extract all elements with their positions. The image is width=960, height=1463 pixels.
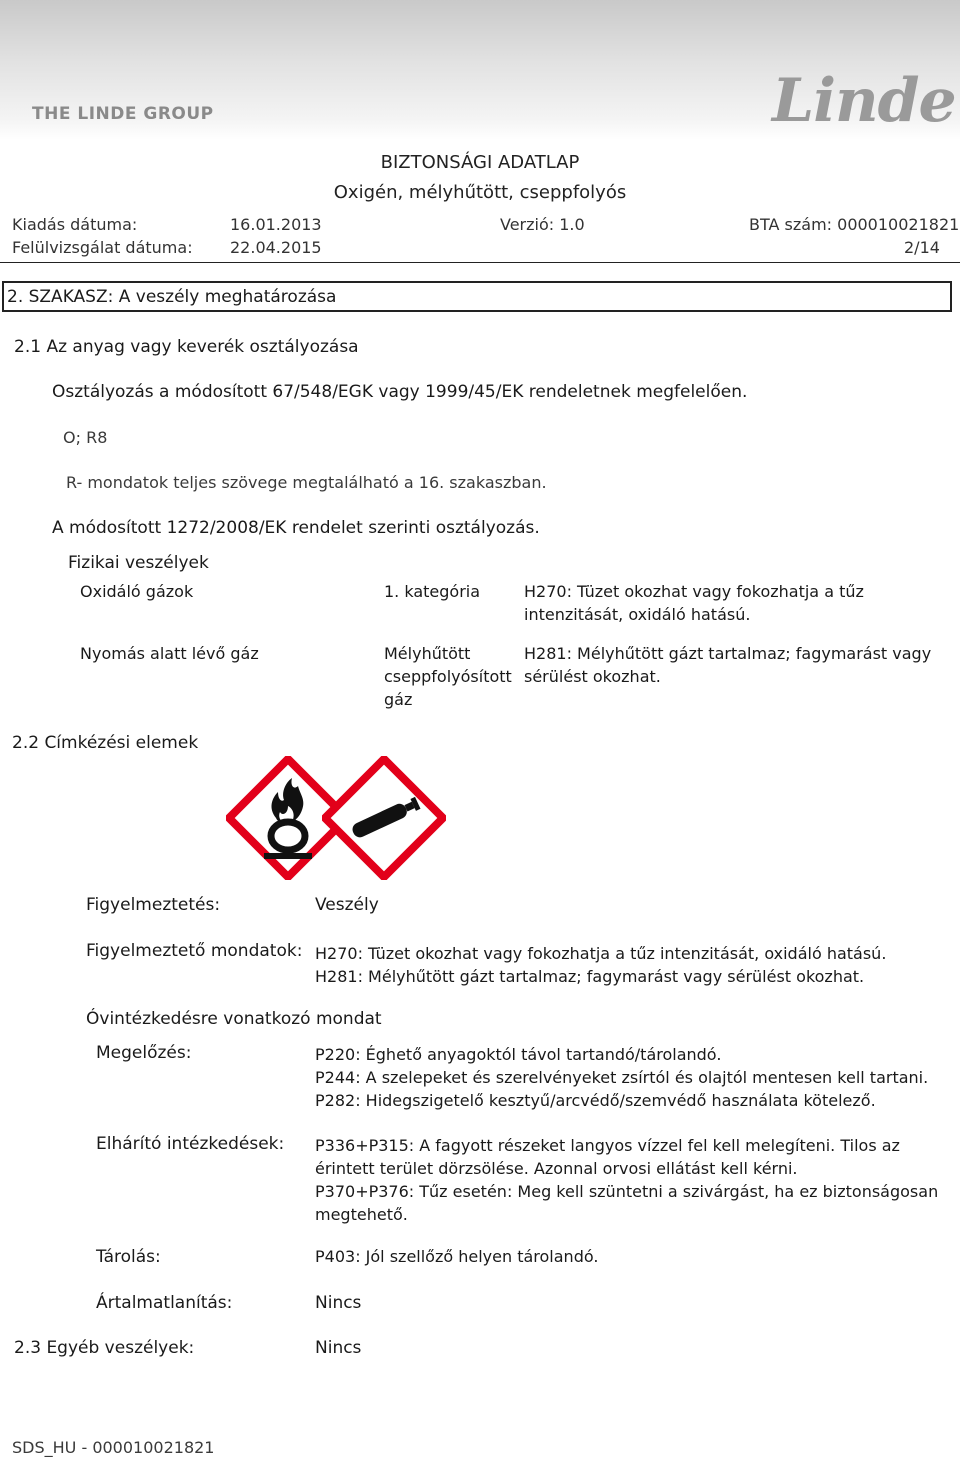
hazard-statement-line: intenzitását, oxidáló hatású. bbox=[524, 605, 751, 624]
hazard-statement-line: H270: Tüzet okozhat vagy fokozhatja a tűz bbox=[524, 582, 864, 601]
linde-logo: Linde bbox=[772, 66, 956, 136]
prevention-list bbox=[315, 1043, 928, 1112]
prevention-item: P244: A szelepeket és szerelvényeket zsírtól és olajtól mentesen kell tartani. bbox=[315, 1068, 929, 1087]
response-label: Elhárító intézkedések: bbox=[96, 1134, 285, 1154]
hazard-category-line: gáz bbox=[384, 690, 413, 709]
hazard-category-line: Mélyhűtött bbox=[384, 644, 471, 663]
linde-group-logo: THE LINDE GROUP bbox=[32, 104, 214, 124]
disposal-value: Nincs bbox=[315, 1293, 362, 1313]
hazard-statement-line: H281: Mélyhűtött gázt tartalmaz; fagymarást vagy bbox=[524, 644, 932, 663]
storage-value: P403: Jól szellőző helyen tárolandó. bbox=[315, 1247, 599, 1266]
hazard-category-line: cseppfolyósított bbox=[384, 667, 512, 686]
response-item: érintett terület dörzsölése. Azonnal orvosi ellátást kell kérni. bbox=[315, 1159, 798, 1178]
hazard-class-pressurised-gas: Nyomás alatt lévő gáz bbox=[80, 644, 259, 663]
review-date: 22.04.2015 bbox=[230, 238, 322, 257]
footer-sds-code: SDS_HU - 000010021821 bbox=[12, 1438, 215, 1457]
physical-hazards-heading: Fizikai veszélyek bbox=[68, 553, 209, 573]
subsection-2-1-title: 2.1 Az anyag vagy keverék osztályozása bbox=[14, 337, 359, 357]
prevention-label: Megelőzés: bbox=[96, 1043, 192, 1063]
storage-label: Tárolás: bbox=[96, 1247, 161, 1267]
signal-word: Veszély bbox=[315, 895, 379, 915]
hazard-statements-label: Figyelmeztető mondatok: bbox=[86, 941, 303, 961]
disposal-label: Ártalmatlanítás: bbox=[96, 1293, 233, 1313]
dsd-code: O; R8 bbox=[63, 428, 108, 447]
prevention-item: P220: Éghető anyagoktól távol tartandó/tárolandó. bbox=[315, 1045, 722, 1064]
response-item: P336+P315: A fagyott részeket langyos vízzel fel kell melegíteni. Tilos az bbox=[315, 1136, 900, 1155]
hazard-class-oxidising-gas: Oxidáló gázok bbox=[80, 582, 194, 601]
precautionary-statements-heading: Óvintézkedésre vonatkozó mondat bbox=[86, 1009, 382, 1029]
bta-number: BTA szám: 000010021821 bbox=[749, 215, 960, 234]
subsection-2-3-label: 2.3 Egyéb veszélyek: bbox=[14, 1338, 195, 1358]
clp-classification-title: A módosított 1272/2008/EK rendelet szerinti osztályozás. bbox=[52, 518, 540, 538]
hazard-statement-item: H281: Mélyhűtött gázt tartalmaz; fagymarást vagy sérülést okozhat. bbox=[315, 967, 865, 986]
hazard-statement bbox=[524, 580, 864, 626]
issue-date: 16.01.2013 bbox=[230, 215, 322, 234]
hazard-statement-item: H270: Tüzet okozhat vagy fokozhatja a tűz intenzitását, oxidáló hatású. bbox=[315, 944, 887, 963]
hazard-category bbox=[384, 580, 480, 603]
response-list bbox=[315, 1134, 938, 1226]
product-name: Oxigén, mélyhűtött, cseppfolyós bbox=[333, 182, 627, 203]
hazard-category-line: 1. kategória bbox=[384, 582, 481, 601]
response-item: P370+P376: Tűz esetén: Meg kell szüntetni a szivárgást, ha ez biztonságosan bbox=[315, 1182, 939, 1201]
document-type: BIZTONSÁGI ADATLAP bbox=[380, 152, 580, 173]
hazard-statement bbox=[524, 642, 931, 688]
hazard-statement-line: sérülést okozhat. bbox=[524, 667, 661, 686]
response-item: megtehető. bbox=[315, 1205, 408, 1224]
version: Verzió: 1.0 bbox=[500, 215, 585, 234]
hazard-statements-list bbox=[315, 942, 886, 988]
other-hazards-value: Nincs bbox=[315, 1338, 362, 1358]
prevention-item: P282: Hidegszigetelő kesztyű/arcvédő/szemvédő használata kötelező. bbox=[315, 1091, 876, 1110]
hazard-category bbox=[384, 642, 512, 711]
signal-word-label: Figyelmeztetés: bbox=[86, 895, 221, 915]
section-title: 2. SZAKASZ: A veszély meghatározása bbox=[7, 287, 337, 307]
issue-date-label: Kiadás dátuma: bbox=[12, 215, 138, 234]
header-divider bbox=[0, 262, 960, 263]
page-number: 2/14 bbox=[904, 238, 940, 257]
dsd-classification-text: Osztályozás a módosított 67/548/EGK vagy 1999/45/EK rendeletnek megfelelően. bbox=[52, 382, 748, 402]
gas-cylinder-icon bbox=[322, 756, 446, 880]
r-phrases-note: R- mondatok teljes szövege megtalálható a 16. szakaszban. bbox=[66, 473, 547, 492]
subsection-2-2-title: 2.2 Címkézési elemek bbox=[12, 733, 199, 753]
review-date-label: Felülvizsgálat dátuma: bbox=[12, 238, 193, 257]
